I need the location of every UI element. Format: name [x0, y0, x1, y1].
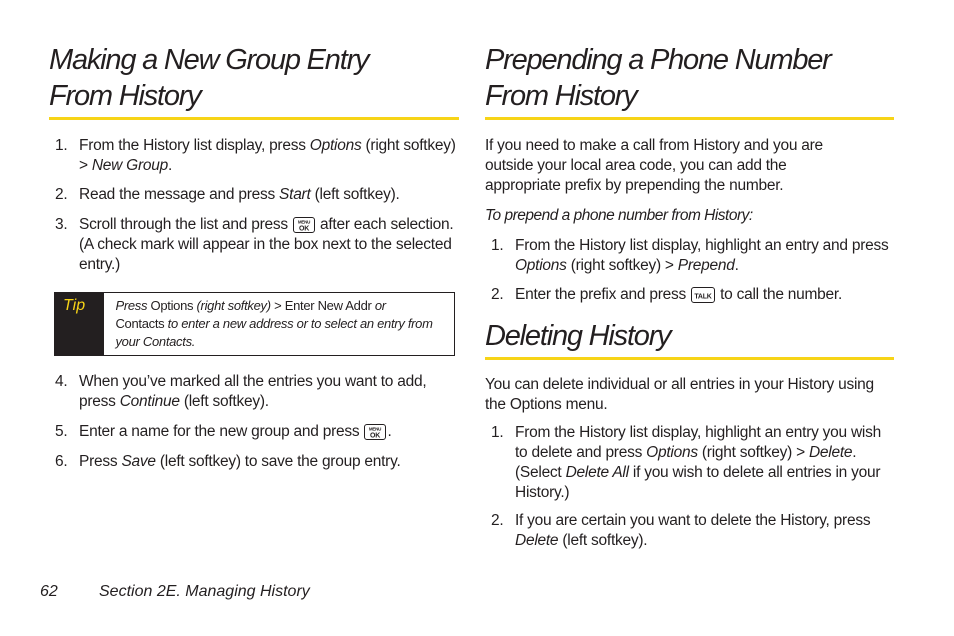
menu-key-top-label: MENU	[297, 219, 311, 225]
list-item: 4. When you’ve marked all the entries you want to add, press Continue (left softkey).	[55, 373, 427, 410]
prepend-steps	[485, 236, 894, 305]
tip-box	[54, 292, 455, 356]
steps-list-a	[49, 136, 459, 275]
list-item: 1. From the History list display, highlight an entry you wish to delete and press Options (right softkey) > Delete. (Select Delete All if you wish to delete all entries in your History.)	[491, 424, 881, 501]
list-item: 2. If you are certain you want to delete the History, press Delete (left softkey).	[491, 512, 871, 549]
section-title-new-group: Making a New Group Entry From History	[49, 44, 369, 112]
prepend-intro: If you need to make a call from History and you are outside your local area code, you can add the appropriate prefix by prepending the number.	[485, 137, 823, 194]
tip-text: Press Options (right softkey) > Enter New Addr or Contacts to enter a new address or to select an entry from your Contacts.	[115, 298, 433, 349]
title-rule	[485, 357, 894, 360]
list-item: 6. Press Save (left softkey) to save the group entry.	[55, 453, 401, 470]
list-item: 2. Read the message and press Start (left softkey).	[55, 186, 400, 203]
menu-key-bottom-label: OK	[298, 225, 309, 232]
menu-key-top-label: MENU	[369, 426, 382, 432]
steps-list-b	[49, 372, 459, 472]
section-footer: Section 2E. Managing History	[99, 583, 310, 600]
list-item: 3. Scroll through the list and press MENU OK after each selection. (A check mark will appear in the box next to the selected entry.)	[55, 216, 454, 273]
delete-intro: You can delete individual or all entries in your History using the Options menu.	[485, 376, 874, 413]
talk-key-label: TALK	[694, 293, 712, 301]
section-title-deleting: Deleting History	[485, 320, 671, 352]
section-title-prepending: Prepending a Phone Number From History	[485, 44, 831, 112]
list-item: 2. Enter the prefix and press TALK to call the number.	[491, 286, 843, 303]
list-item: 5. Enter a name for the new group and press MENU OK .	[55, 423, 392, 440]
list-item: 1. From the History list display, press Options (right softkey) > New Group.	[55, 137, 456, 174]
tip-label: Tip	[55, 293, 104, 355]
page-number: 62	[40, 583, 58, 600]
menu-key-bottom-label: OK	[370, 432, 381, 439]
title-rule	[49, 117, 459, 120]
menu-ok-key-icon	[364, 424, 386, 440]
menu-ok-key-icon	[293, 217, 315, 233]
delete-steps	[485, 423, 894, 551]
talk-key-icon	[691, 287, 715, 303]
prepend-subhead: To prepend a phone number from History:	[485, 207, 753, 224]
list-item: 1. From the History list display, highlight an entry and press Options (right softkey) > Prepend.	[491, 237, 889, 274]
title-rule	[485, 117, 894, 120]
